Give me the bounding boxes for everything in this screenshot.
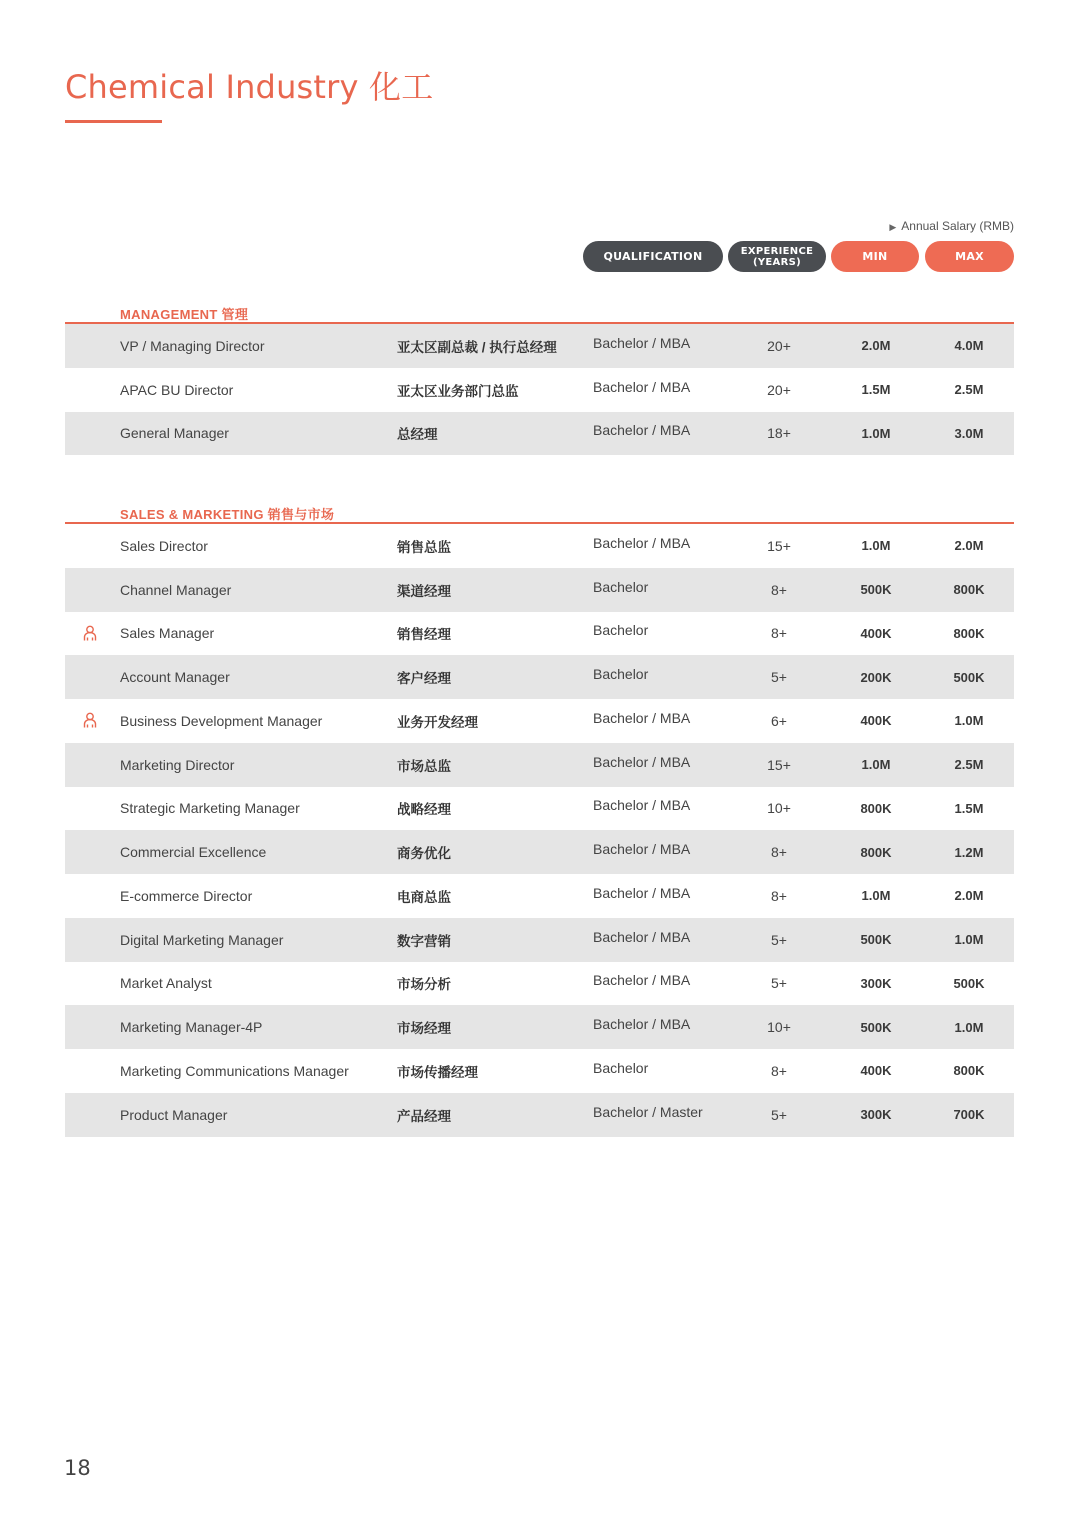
min-salary-cell: 300K	[860, 1107, 892, 1123]
max-salary-cell: 2.0M	[954, 538, 984, 554]
job-title-en: Channel Manager	[120, 581, 232, 598]
min-salary-cell: 800K	[860, 844, 892, 860]
min-salary-cell: 800K	[860, 800, 892, 816]
qualification-cell: Bachelor / MBA	[593, 378, 691, 395]
min-salary-cell: 2.0M	[861, 338, 891, 354]
min-header: MIN	[831, 241, 919, 272]
qualification-cell: Bachelor / MBA	[593, 709, 691, 726]
job-title-en: APAC BU Director	[120, 381, 234, 398]
management-table	[65, 324, 1014, 455]
experience-cell: 20+	[767, 337, 791, 354]
table-row	[65, 962, 1014, 1006]
experience-cell: 15+	[767, 756, 791, 773]
min-salary-cell: 500K	[860, 1019, 892, 1035]
max-salary-cell: 1.0M	[954, 713, 984, 729]
experience-cell: 5+	[771, 931, 787, 948]
qualification-cell: Bachelor / MBA	[593, 928, 691, 945]
experience-cell: 5+	[771, 975, 787, 992]
max-salary-cell: 800K	[953, 1063, 985, 1079]
experience-cell: 5+	[771, 669, 787, 686]
experience-cell: 10+	[767, 800, 791, 817]
table-row	[65, 743, 1014, 787]
table-row	[65, 1049, 1014, 1093]
experience-cell: 10+	[767, 1019, 791, 1036]
max-salary-cell: 2.5M	[954, 382, 984, 398]
table-row	[65, 1005, 1014, 1049]
table-row	[65, 699, 1014, 743]
qualification-cell: Bachelor	[593, 666, 649, 683]
job-title-cn: 业务开发经理	[397, 714, 478, 730]
experience-cell: 18+	[767, 425, 791, 442]
experience-cell: 8+	[771, 581, 787, 598]
job-title-cn: 亚太区业务部门总监	[397, 383, 519, 399]
qualification-cell: Bachelor / MBA	[593, 753, 691, 770]
section-label-management: MANAGEMENT 管理	[120, 307, 249, 322]
min-salary-cell: 1.0M	[861, 538, 891, 554]
max-salary-cell: 800K	[953, 582, 985, 598]
min-salary-cell: 400K	[860, 713, 892, 729]
qualification-header: QUALIFICATION	[583, 241, 723, 272]
experience-header-line2: (YEARS)	[753, 256, 801, 268]
job-title-en: Strategic Marketing Manager	[120, 800, 300, 817]
min-salary-cell: 1.5M	[861, 382, 891, 398]
max-salary-cell: 2.5M	[954, 757, 984, 773]
job-title-cn: 亚太区副总裁 / 执行总经理	[397, 339, 557, 355]
qualification-cell: Bachelor	[593, 622, 649, 639]
job-title-en: Market Analyst	[120, 975, 212, 992]
qualification-cell: Bachelor / MBA	[593, 841, 691, 858]
qualification-cell: Bachelor / MBA	[593, 534, 691, 551]
job-title-en: Sales Director	[120, 537, 208, 554]
experience-cell: 8+	[771, 1062, 787, 1079]
min-salary-cell: 1.0M	[861, 888, 891, 904]
job-title-cn: 市场经理	[397, 1021, 451, 1037]
experience-cell: 15+	[767, 537, 791, 554]
section-label-sales-marketing: SALES & MARKETING 销售与市场	[120, 507, 335, 522]
min-salary-cell: 400K	[860, 625, 892, 641]
qualification-cell: Bachelor / MBA	[593, 422, 691, 439]
table-row	[65, 655, 1014, 699]
max-salary-cell: 1.5M	[954, 800, 984, 816]
experience-cell: 8+	[771, 887, 787, 904]
job-title-cn: 市场总监	[397, 758, 451, 774]
table-row	[65, 324, 1014, 368]
job-title-cn: 战略经理	[397, 802, 451, 818]
job-title-cn: 客户经理	[397, 671, 451, 687]
title-underline	[65, 120, 162, 123]
table-row	[65, 787, 1014, 831]
job-title-en: Marketing Communications Manager	[120, 1062, 349, 1079]
min-salary-cell: 1.0M	[861, 757, 891, 773]
job-title-cn: 电商总监	[397, 889, 451, 905]
job-title-en: E-commerce Director	[120, 887, 253, 904]
experience-header	[728, 241, 826, 272]
job-title-en: Sales Manager	[120, 625, 215, 642]
qualification-cell: Bachelor / MBA	[593, 1016, 691, 1033]
experience-cell: 5+	[771, 1106, 787, 1123]
max-salary-cell: 4.0M	[954, 338, 984, 354]
table-row	[65, 368, 1014, 412]
min-salary-cell: 200K	[860, 669, 892, 685]
experience-cell: 8+	[771, 844, 787, 861]
job-title-en: Digital Marketing Manager	[120, 931, 284, 948]
min-salary-cell: 1.0M	[861, 425, 891, 441]
annual-salary-label: Annual Salary (RMB)	[901, 219, 1014, 233]
page-title: Chemical Industry 化工	[65, 68, 434, 106]
qualification-cell: Bachelor / MBA	[593, 972, 691, 989]
qualification-cell: Bachelor	[593, 578, 649, 595]
job-title-en: VP / Managing Director	[120, 337, 265, 354]
experience-cell: 8+	[771, 625, 787, 642]
max-salary-cell: 500K	[953, 669, 985, 685]
job-title-en: Product Manager	[120, 1106, 228, 1123]
person-icon	[81, 699, 99, 743]
max-salary-cell: 1.0M	[954, 1019, 984, 1035]
max-salary-cell: 1.2M	[954, 844, 984, 860]
experience-cell: 6+	[771, 712, 787, 729]
play-triangle-icon: ▶	[889, 222, 897, 232]
table-row	[65, 568, 1014, 612]
max-salary-cell: 800K	[953, 625, 985, 641]
table-row	[65, 612, 1014, 656]
min-salary-cell: 400K	[860, 1063, 892, 1079]
job-title-en: Marketing Director	[120, 756, 235, 773]
table-row	[65, 830, 1014, 874]
job-title-en: Marketing Manager-4P	[120, 1019, 263, 1036]
job-title-cn: 总经理	[397, 427, 438, 443]
job-title-cn: 渠道经理	[397, 583, 451, 599]
max-salary-cell: 2.0M	[954, 888, 984, 904]
qualification-cell: Bachelor	[593, 1059, 649, 1076]
job-title-cn: 销售总监	[397, 539, 451, 555]
qualification-cell: Bachelor / Master	[593, 1103, 703, 1120]
job-title-en: Commercial Excellence	[120, 844, 267, 861]
job-title-cn: 销售经理	[397, 627, 451, 643]
min-salary-cell: 300K	[860, 975, 892, 991]
max-salary-cell: 3.0M	[954, 425, 984, 441]
table-row	[65, 874, 1014, 918]
job-title-en: General Manager	[120, 425, 229, 442]
page-number: 18	[64, 1456, 91, 1480]
qualification-cell: Bachelor / MBA	[593, 334, 691, 351]
job-title-en: Account Manager	[120, 669, 230, 686]
experience-header-line1: EXPERIENCE	[740, 245, 814, 257]
table-row	[65, 524, 1014, 568]
experience-cell: 20+	[767, 381, 791, 398]
job-title-cn: 商务优化	[397, 846, 451, 862]
job-title-cn: 市场分析	[397, 977, 451, 993]
max-header: MAX	[925, 241, 1014, 272]
max-salary-cell: 1.0M	[954, 932, 984, 948]
qualification-cell: Bachelor / MBA	[593, 884, 691, 901]
min-salary-cell: 500K	[860, 582, 892, 598]
table-row	[65, 918, 1014, 962]
job-title-cn: 数字营销	[397, 933, 451, 949]
person-icon	[81, 612, 99, 656]
max-salary-cell: 500K	[953, 975, 985, 991]
table-row	[65, 1093, 1014, 1137]
job-title-cn: 市场传播经理	[397, 1064, 478, 1080]
table-row	[65, 412, 1014, 456]
job-title-en: Business Development Manager	[120, 712, 323, 729]
qualification-cell: Bachelor / MBA	[593, 797, 691, 814]
max-salary-cell: 700K	[953, 1107, 985, 1123]
annual-salary-note	[889, 219, 1014, 233]
min-salary-cell: 500K	[860, 932, 892, 948]
sales-marketing-table	[65, 524, 1014, 1137]
job-title-cn: 产品经理	[397, 1108, 451, 1124]
